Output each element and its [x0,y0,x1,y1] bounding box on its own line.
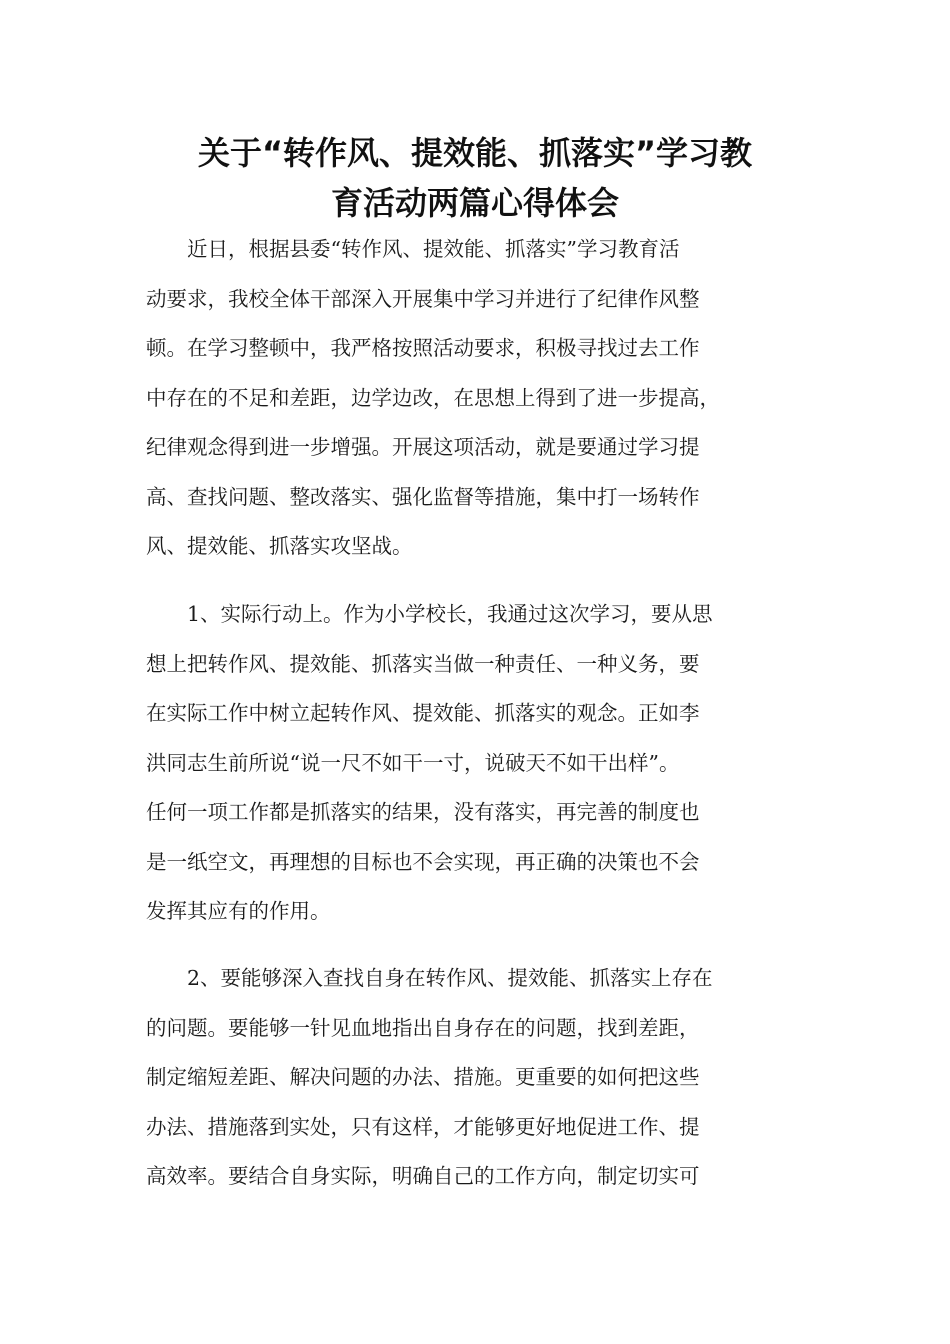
document-title [130,128,820,228]
text-line: 办法、措施落到实处，只有这样，才能够更好地促进工作、提 [146,1114,700,1139]
title-line-2: 育活动两篇心得体会 [330,184,619,222]
text-line: 顿。在学习整顿中，我严格按照活动要求，积极寻找过去工作 [146,336,700,360]
text-line: 高效率。要结合自身实际，明确自己的工作方向，制定切实可 [146,1164,700,1188]
paragraph-point-2 [146,954,810,1202]
text-line: 制定缩短差距、解决问题的办法、措施。更重要的如何把这些 [146,1065,700,1089]
text-line: 2、要能够深入查找自身在转作风、提效能、抓落实上存在 [187,966,713,990]
text-line: 在实际工作中树立起转作风、提效能、抓落实的观念。正如李 [146,701,700,725]
text-line: 是一纸空文，再理想的目标也不会实现，再正确的决策也不会 [146,849,700,874]
title-line-1: 关于“转作风、提效能、抓落实”学习教 [197,134,753,172]
text-line: 风、提效能、抓落实攻坚战。 [146,534,413,558]
text-line: 1、实际行动上。作为小学校长，我通过这次学习，要从思 [187,602,713,626]
text-line: 发挥其应有的作用。 [146,899,331,923]
text-line: 洪同志生前所说“说一尺不如干一寸，说破天不如干出样”。 [146,750,680,775]
text-line: 近日，根据县委“转作风、提效能、抓落实”学习教育活 [187,237,680,261]
text-line: 中存在的不足和差距，边学边改，在思想上得到了进一步提高， [146,385,720,410]
text-line: 纪律观念得到进一步增强。开展这项活动，就是要通过学习提 [146,435,700,459]
text-line: 想上把转作风、提效能、抓落实当做一种责任、一种义务，要 [146,651,700,676]
text-line: 任何一项工作都是抓落实的结果，没有落实，再完善的制度也 [146,800,700,824]
text-line: 高、查找问题、整改落实、强化监督等措施，集中打一场转作 [146,484,700,509]
paragraph-point-1 [146,590,810,937]
paragraph-intro [146,225,810,572]
text-line: 的问题。要能够一针见血地指出自身存在的问题，找到差距， [146,1015,700,1040]
text-line: 动要求，我校全体干部深入开展集中学习并进行了纪律作风整 [146,286,700,311]
